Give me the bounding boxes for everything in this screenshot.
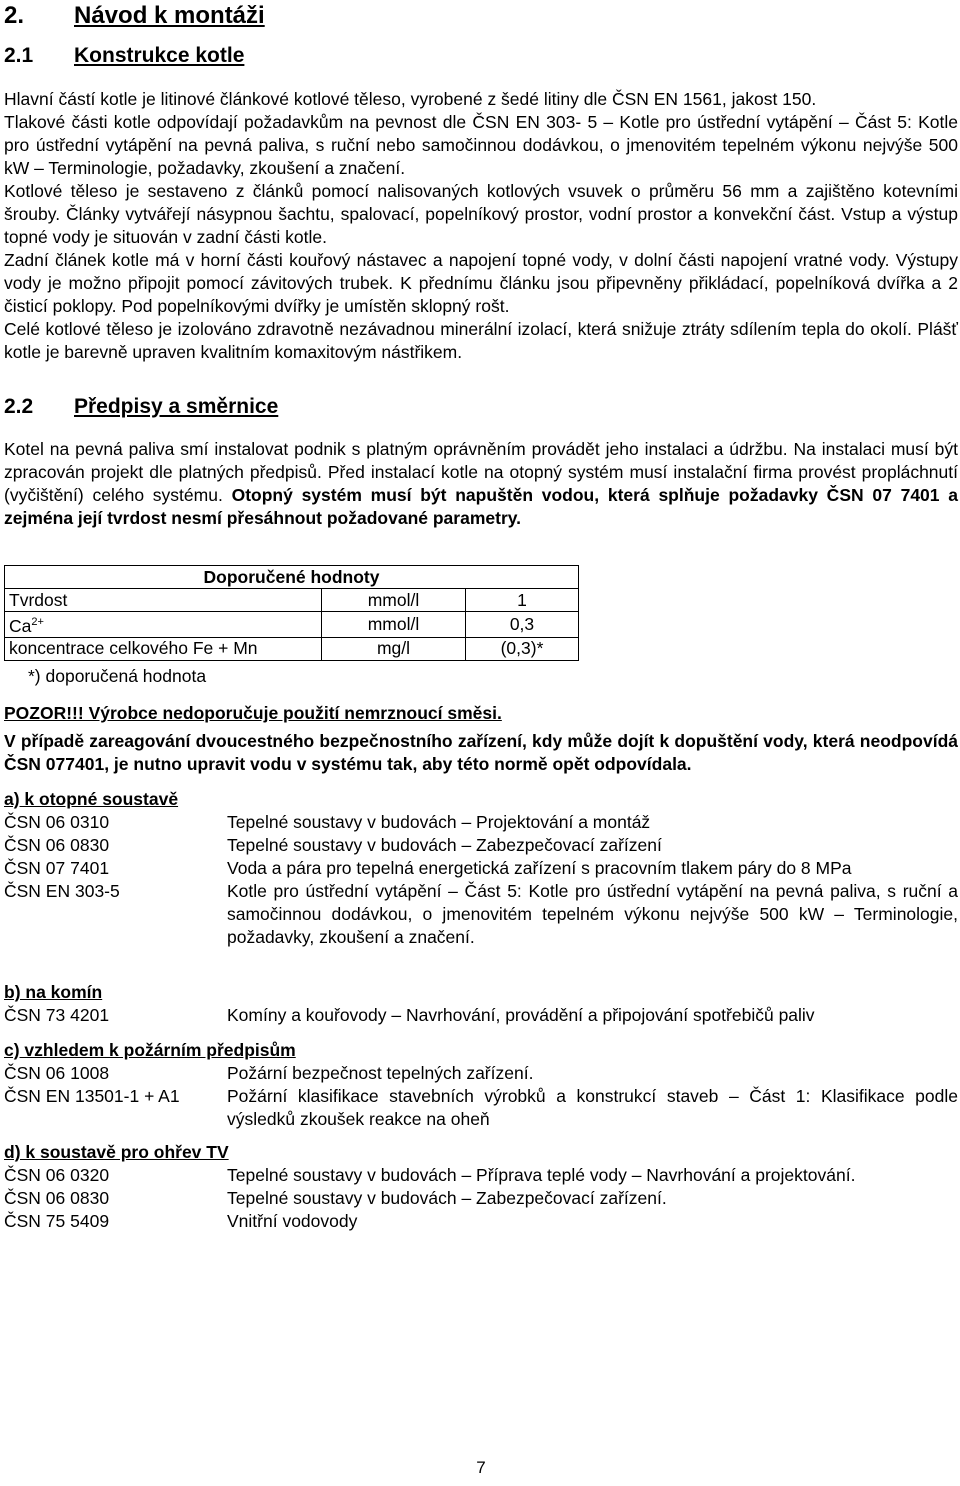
norm-description: Tepelné soustavy v budovách – Zabezpečovací zařízení. (227, 1188, 667, 1208)
norm-code: ČSN EN 13501-1 + A1 (4, 1086, 180, 1106)
list-item (4, 857, 958, 880)
list-item (4, 1085, 958, 1131)
construction-text (4, 88, 958, 364)
table-row (5, 612, 579, 638)
superscript: 2+ (31, 616, 44, 628)
section-number: 2.2 (4, 395, 34, 418)
norm-description: Tepelné soustavy v budovách – Zabezpečovací zařízení (227, 835, 662, 855)
norm-code: ČSN 07 7401 (4, 858, 110, 878)
table-row (5, 589, 579, 612)
norm-description: Komíny a kouřovody – Navrhování, provádění a připojování spotřebičů paliv (227, 1005, 815, 1025)
paragraph (4, 438, 958, 530)
page-number: 7 (476, 1458, 486, 1477)
paragraph: Hlavní částí kotle je litinové článkové kotlové těleso, vyrobené z šedé litiny dle ČSN EN 1561, jakost 150. (4, 89, 817, 109)
norm-code: ČSN 06 0320 (4, 1165, 110, 1185)
cell-text: Ca (9, 615, 32, 636)
norms-list-a (4, 788, 958, 949)
section-number: 2.1 (4, 44, 34, 67)
norm-code: ČSN 06 1008 (4, 1063, 110, 1083)
list-item (4, 1187, 958, 1210)
section-number: 2. (4, 2, 25, 29)
norms-list-b (4, 981, 958, 1027)
paragraph: Zadní článek kotle má v horní části kouřový nástavec a napojení topné vody, v dolní části napojení vratné vody. Výstupy vody je možno připojit pomocí závitových trubek. K přednímu článku jsou připevněny přikládací, popelníková dvířka a 2 čisticí poklopy. Pod popelníkovými dvířky je umístěn sklopný rošt. (4, 250, 958, 316)
table-cell: (0,3)* (466, 637, 579, 660)
list-item (4, 880, 958, 949)
norm-code: ČSN EN 303-5 (4, 881, 120, 901)
table-cell: 0,3 (466, 612, 579, 638)
norm-description: Požární bezpečnost tepelných zařízení. (227, 1063, 534, 1083)
norms-group-title: b) na komín (4, 982, 103, 1002)
list-item (4, 1062, 958, 1085)
section-2-1-heading (4, 43, 244, 69)
table-cell: koncentrace celkového Fe + Mn (5, 637, 322, 660)
list-item (4, 1164, 958, 1187)
regulations-text (4, 438, 958, 530)
table-header: Doporučené hodnoty (5, 566, 579, 589)
table-cell: mmol/l (322, 612, 466, 638)
norms-group-title: c) vzhledem k požárním předpisům (4, 1040, 296, 1060)
norm-code: ČSN 73 4201 (4, 1005, 110, 1025)
norms-group-title: a) k otopné soustavě (4, 789, 179, 809)
norm-description: Tepelné soustavy v budovách – Příprava teplé vody – Navrhování a projektování. (227, 1165, 856, 1185)
list-item (4, 1210, 958, 1233)
section-title: Návod k montáži (74, 2, 265, 29)
norms-list-c (4, 1039, 958, 1131)
table-cell (5, 612, 322, 638)
norm-description: Vnitřní vodovody (227, 1211, 358, 1231)
table-row (5, 637, 579, 660)
safety-paragraph (4, 730, 958, 776)
norm-code: ČSN 06 0830 (4, 1188, 110, 1208)
paragraph: Tlakové části kotle odpovídají požadavkům na pevnost dle ČSN EN 303- 5 – Kotle pro ústřední vytápění – Část 5: Kotle pro ústřední vytápění na pevná paliva, s ruční nebo samočinnou dodávkou, o jmenovitém tepelném výkonu nejvýše 500 kW – Terminologie, požadavky, zkoušení a značení. (4, 112, 958, 178)
warning-notice: POZOR!!! Výrobce nedoporučuje použití nemrznoucí směsi. (4, 703, 502, 723)
table-note: *) doporučená hodnota (28, 666, 207, 686)
norm-code: ČSN 06 0830 (4, 835, 110, 855)
list-item (4, 1004, 958, 1027)
paragraph: Kotlové těleso je sestaveno z článků pomocí nalisovaných kotlových vsuvek o průměru 56 mm a zajištěno kotevními šrouby. Články vytvářejí násypnou šachtu, spalovací, popelníkový prostor, vodní prostor a konvekční část. Vstup a výstup topné vody je situován v zadní části kotle. (4, 181, 958, 247)
paragraph-normal: Kotel na pevná paliva smí instalovat podnik s platným oprávněním provádět jeho instalaci a údržbu. Na instalaci musí být zpracován projekt dle platných předpisů. Před instalací kotle na otopný systém musí instalační firma provést propláchnutí (vyčištění) celého systému. (4, 439, 958, 505)
table-cell: 1 (466, 589, 579, 612)
table-cell: mg/l (322, 637, 466, 660)
norm-description: Kotle pro ústřední vytápění – Část 5: Kotle pro ústřední vytápění na pevná paliva, s ruční a samočinnou dodávkou, o jmenovitém tepelném výkonu nejvýše 500 kW – Terminologie, požadavky, zkoušení a značení. (227, 881, 958, 947)
norms-group-title: d) k soustavě pro ohřev TV (4, 1142, 229, 1162)
paragraph: Celé kotlové těleso je izolováno zdravotně nezávadnou minerální izolací, která snižuje ztráty sdílením tepla do okolí. Plášť kotle je barevně upraven kvalitním komaxitovým nástřikem. (4, 319, 958, 362)
norm-description: Tepelné soustavy v budovách – Projektování a montáž (227, 812, 651, 832)
list-item (4, 811, 958, 834)
section-title: Předpisy a směrnice (74, 395, 279, 418)
section-title: Konstrukce kotle (74, 44, 245, 67)
recommended-values-table (4, 565, 579, 661)
paragraph-bold: Otopný systém musí být napuštěn vodou, která splňuje požadavky ČSN 07 7401 a zejména její tvrdost nesmí přesáhnout požadované parametry. (4, 485, 959, 528)
table-cell: Tvrdost (5, 589, 322, 612)
table-cell: mmol/l (322, 589, 466, 612)
norms-list-d (4, 1141, 958, 1233)
norm-description: Požární klasifikace stavebních výrobků a konstrukcí staveb – Část 1: Klasifikace podle výsledků zkoušek reakce na oheň (227, 1086, 958, 1129)
norm-code: ČSN 06 0310 (4, 812, 110, 832)
section-2-2-heading (4, 394, 278, 420)
section-2-heading (4, 2, 265, 30)
list-item (4, 834, 958, 857)
norm-code: ČSN 75 5409 (4, 1211, 110, 1231)
norm-description: Voda a pára pro tepelná energetická zařízení s pracovním tlakem páry do 8 MPa (227, 858, 852, 878)
paragraph-bold: V případě zareagování dvoucestného bezpečnostního zařízení, kdy může dojít k dopuštění vody, která neodpovídá ČSN 077401, je nutno upravit vodu v systému tak, aby této normě opět odpovídala. (4, 731, 958, 774)
